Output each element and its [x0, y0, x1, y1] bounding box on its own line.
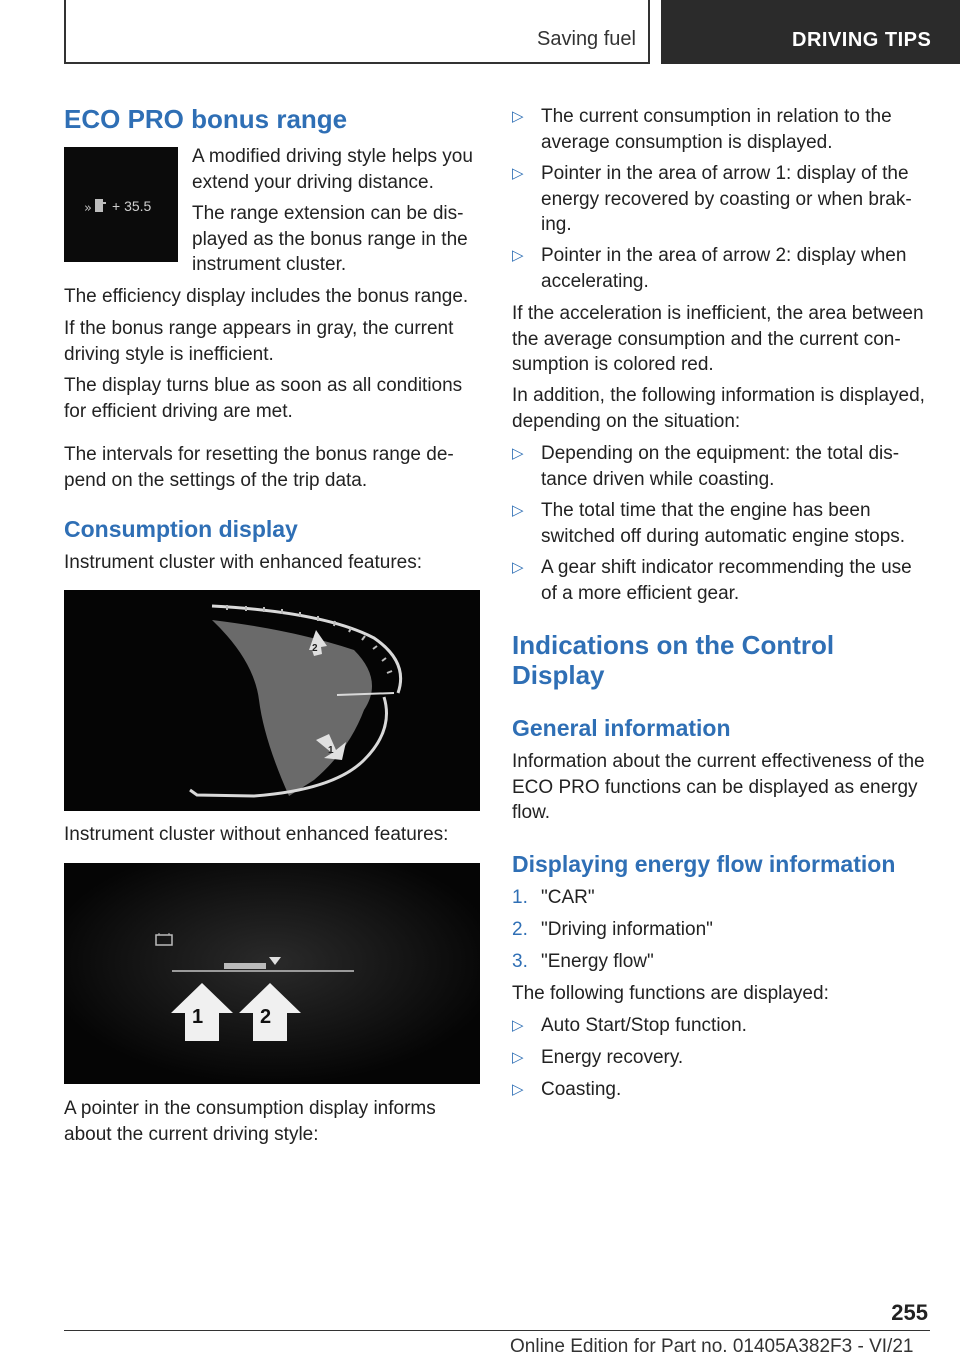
general-paragraph: Information about the current effectiveness of the ECO PRO functions can be displayed as energy flow.	[512, 751, 925, 823]
fuel-pump-icon	[95, 199, 103, 212]
consumption-paragraph-1: Instrument cluster with enhanced features:	[64, 552, 423, 573]
consumption-display-heading: Consumption display	[64, 516, 298, 542]
triangle-bullet-icon: ▷	[512, 108, 524, 125]
eco-paragraph-6: The intervals for resetting the bonus range depend on the settings of the trip data.	[64, 444, 454, 491]
triangle-bullet-icon: ▷	[512, 1049, 524, 1066]
page-number: 255	[891, 1300, 928, 1325]
svg-text:1: 1	[328, 745, 334, 756]
bonus-range-value: + 35.5	[112, 198, 152, 214]
bonus-range-display-image	[64, 147, 178, 262]
consumption-paragraph-2: Instrument cluster without enhanced features:	[64, 824, 449, 845]
header-section-title: Saving fuel	[537, 28, 636, 50]
svg-text:1: 1	[192, 1006, 204, 1028]
header-chapter-tab: DRIVING TIPS	[661, 0, 960, 64]
enhanced-cluster-graphic	[64, 590, 480, 811]
svg-text:2: 2	[312, 643, 318, 654]
right-paragraph-3: The following functions are displayed:	[512, 983, 829, 1004]
triangle-bullet-icon: ▷	[512, 165, 524, 182]
eco-paragraph-5: The display turns blue as soon as all conditions for efficient driving are met.	[64, 375, 463, 422]
edition-text: Online Edition for Part no. 01405A382F3 - VI/21	[510, 1336, 914, 1357]
svg-text:2: 2	[260, 1006, 272, 1028]
indications-heading: Indications on the Control Display	[512, 630, 835, 690]
bonus-range-graphic	[64, 147, 178, 262]
eco-paragraph-3: The efficiency display includes the bonus range.	[64, 286, 469, 307]
triangle-bullet-icon: ▷	[512, 1081, 524, 1098]
triangle-bullet-icon: ▷	[512, 1017, 524, 1034]
displaying-energy-flow-heading: Displaying energy flow information	[512, 851, 896, 877]
triangle-bullet-icon: ▷	[512, 445, 524, 462]
right-paragraph-2: In addition, the following information is displayed, depending on the situation:	[512, 385, 925, 432]
triangle-bullet-icon: ▷	[512, 247, 524, 264]
right-paragraph-1: If the acceleration is inefficient, the area between the average consumption and the current consumption is colored red.	[512, 303, 924, 375]
eco-paragraph-1: A modified driving style helps you extend your driving distance.	[192, 146, 473, 193]
eco-pro-bonus-range-heading: ECO PRO bonus range	[64, 104, 348, 134]
triangle-bullet-icon: ▷	[512, 559, 524, 576]
general-information-heading: General information	[512, 715, 731, 741]
double-chevron-icon: »	[84, 201, 92, 216]
triangle-bullet-icon: ▷	[512, 502, 524, 519]
instrument-cluster-enhanced-image	[64, 590, 480, 811]
basic-cluster-graphic	[64, 863, 480, 1084]
eco-paragraph-2: The range extension can be displayed as the bonus range in the instrument cluster.	[192, 203, 468, 275]
instrument-cluster-basic-image	[64, 863, 480, 1084]
eco-paragraph-4: If the bonus range appears in gray, the current driving style is inefficient.	[64, 318, 454, 365]
footer-divider	[64, 1330, 930, 1331]
consumption-paragraph-3: A pointer in the consumption display informs about the current driving style:	[64, 1098, 436, 1145]
